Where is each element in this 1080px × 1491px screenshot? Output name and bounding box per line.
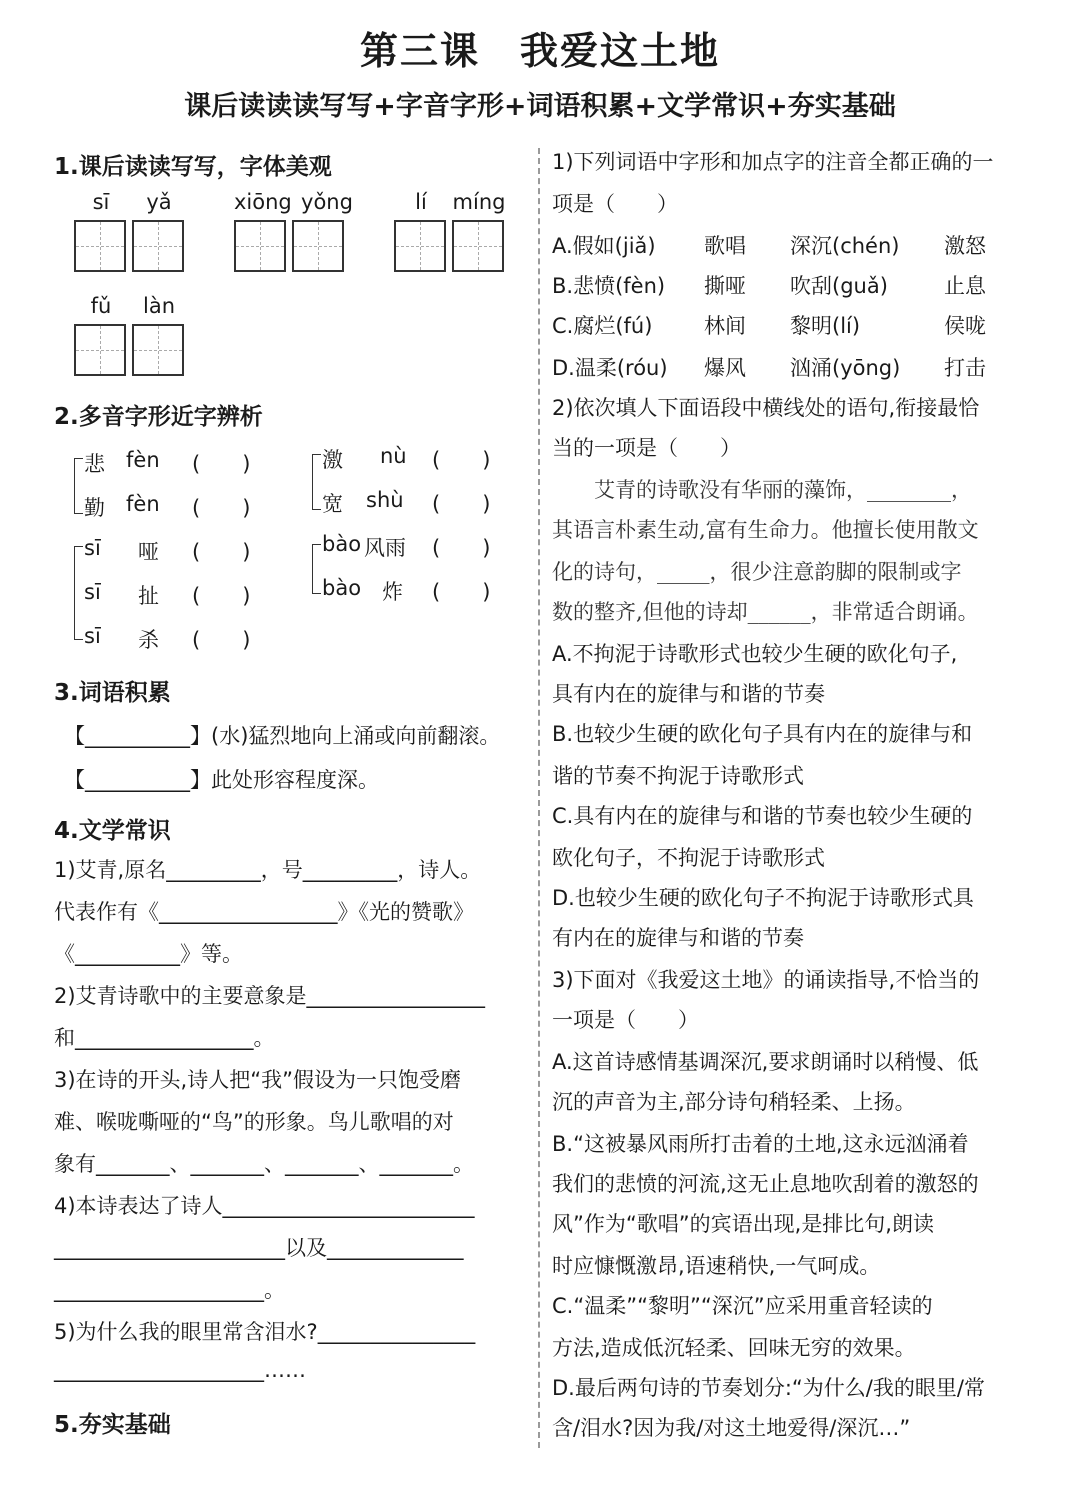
q3-option-d-cont: 含/泪水?因为我/对这土地爱得/深沉…” [552, 1416, 911, 1440]
answer-paren[interactable]: ( ) [432, 536, 491, 560]
pinyin-shu: shù [366, 488, 404, 512]
answer-paren[interactable]: ( ) [192, 628, 251, 652]
pinyin-ming: míng [452, 190, 506, 214]
literature-line[interactable]: ____________________…… [54, 1358, 306, 1382]
q1-option-c[interactable]: C.腐烂(fú) [552, 314, 653, 338]
writing-grid-yong[interactable] [292, 220, 344, 272]
section4-heading: 4.文学常识 [54, 818, 171, 844]
q1-option-a-word: 深沉(chén) [790, 234, 900, 258]
q1-option-b[interactable]: B.悲愤(fèn) [552, 274, 666, 298]
q3-option-c-cont: 方法,造成低沉轻柔、回味无穷的效果。 [552, 1336, 916, 1360]
q3-option-a[interactable]: A.这首诗感情基调深沉,要求朗诵时以稍慢、低 [552, 1050, 979, 1074]
q3-stem: 3)下面对《我爱这土地》的诵读指导,不恰当的 [552, 968, 980, 992]
answer-paren[interactable]: ( ) [432, 448, 491, 472]
q2-option-d[interactable]: D.也较少生硬的欧化句子不拘泥于诗歌形式具 [552, 886, 974, 910]
section3-heading: 3.词语积累 [54, 680, 171, 706]
char-zha: 炸 [382, 580, 403, 604]
q2-passage-line: 数的整齐,但他的诗却______，非常适合朗诵。 [552, 600, 979, 624]
q3-option-c[interactable]: C.“温柔”“黎明”“深沉”应采用重音轻读的 [552, 1294, 933, 1318]
q3-stem[interactable]: 一项是（ ） [552, 1008, 699, 1032]
q3-option-b-cont: 时应慷慨激昂,语速稍快,一气呵成。 [552, 1254, 881, 1278]
q2-option-c[interactable]: C.具有内在的旋律与和谐的节奏也较少生硬的 [552, 804, 973, 828]
q1-option-d[interactable]: D.温柔(róu) [552, 356, 668, 380]
literature-line[interactable]: 《__________》等。 [54, 942, 243, 966]
q1-option-b-word: 止息 [944, 274, 986, 298]
q3-option-b[interactable]: B.“这被暴风雨所打击着的土地,这永远汹涌着 [552, 1132, 969, 1156]
group-brace [74, 458, 83, 514]
group-brace [74, 546, 83, 640]
q2-option-a[interactable]: A.不拘泥于诗歌形式也较少生硬的欧化句子, [552, 642, 958, 666]
section1-heading: 1.课后读读写写，字体美观 [54, 154, 332, 180]
q1-option-b-word: 吹刮(guǎ) [790, 274, 888, 298]
column-divider [538, 148, 540, 1448]
q2-option-b[interactable]: B.也较少生硬的欧化句子具有内在的旋律与和 [552, 722, 973, 746]
answer-paren[interactable]: ( ) [192, 496, 251, 520]
answer-paren[interactable]: ( ) [432, 492, 491, 516]
answer-paren[interactable]: ( ) [192, 540, 251, 564]
writing-grid-si[interactable] [74, 220, 126, 272]
char-ji: 激 [322, 448, 343, 472]
q1-option-d-word: 打击 [944, 356, 986, 380]
literature-line[interactable]: 5)为什么我的眼里常含泪水?_______________ [54, 1320, 476, 1344]
q1-stem: 1)下列词语中字形和加点字的注音全都正确的一 [552, 150, 994, 174]
pinyin-si: sī [84, 624, 101, 648]
vocab-item[interactable]: 【__________】(水)猛烈地向上涌或向前翻滚。 [64, 724, 501, 748]
pinyin-si: sī [92, 190, 110, 214]
group-brace [312, 454, 321, 510]
pinyin-lan: làn [142, 294, 175, 318]
literature-line[interactable]: ______________________以及_____________ [54, 1236, 464, 1260]
char-bei: 悲 [84, 452, 105, 476]
char-ya: 哑 [138, 540, 159, 564]
pinyin-fen: fèn [126, 448, 160, 472]
q1-option-b-word: 撕哑 [704, 274, 746, 298]
pinyin-bao: bào [322, 532, 362, 556]
q1-option-c-word: 侯咙 [944, 314, 986, 338]
literature-line[interactable]: ____________________。 [54, 1278, 285, 1302]
writing-grid-xiong[interactable] [234, 220, 286, 272]
answer-paren[interactable]: ( ) [432, 580, 491, 604]
pinyin-fu: fǔ [90, 294, 112, 318]
pinyin-fen: fèn [126, 492, 160, 516]
literature-line: 难、喉咙嘶哑的“鸟”的形象。鸟儿歌唱的对 [54, 1110, 454, 1134]
q2-option-d-cont: 有内在的旋律与和谐的节奏 [552, 926, 804, 950]
pinyin-bao: bào [322, 576, 362, 600]
q1-option-a-word: 歌唱 [704, 234, 746, 258]
q2-stem[interactable]: 当的一项是（ ） [552, 436, 741, 460]
literature-line[interactable]: 和_________________。 [54, 1026, 275, 1050]
literature-line[interactable]: 代表作有《_________________》《光的赞歌》 [54, 900, 474, 924]
q3-option-d[interactable]: D.最后两句诗的节奏划分:“为什么/我的眼里/常 [552, 1376, 985, 1400]
literature-line: 3)在诗的开头,诗人把“我”假设为一只饱受磨 [54, 1068, 461, 1092]
q2-passage-line: 化的诗句，_____，很少注意韵脚的限制或字 [552, 560, 962, 584]
group-brace [312, 544, 321, 594]
literature-line[interactable]: 象有_______、_______、_______、_______。 [54, 1152, 474, 1176]
char-sha: 杀 [138, 628, 159, 652]
answer-paren[interactable]: ( ) [192, 584, 251, 608]
q1-option-c-word: 林间 [704, 314, 746, 338]
writing-grid-ya[interactable] [132, 220, 184, 272]
page-title: 第三课 我爱这土地 [359, 29, 720, 73]
q1-option-a-word: 激怒 [944, 234, 986, 258]
answer-paren[interactable]: ( ) [192, 452, 251, 476]
section2-heading: 2.多音字形近字辨析 [54, 404, 263, 430]
vocab-item[interactable]: 【__________】此处形容程度深。 [64, 768, 379, 792]
char-che: 扯 [138, 584, 159, 608]
pinyin-xiong: xiōng [234, 190, 292, 214]
writing-grid-ming[interactable] [452, 220, 504, 272]
q1-stem[interactable]: 项是（ ） [552, 192, 678, 216]
char-kuan: 宽 [322, 492, 343, 516]
q1-option-d-word: 爆风 [704, 356, 746, 380]
char-qin: 勤 [84, 496, 105, 520]
pinyin-ya: yǎ [146, 190, 172, 214]
pinyin-si: sī [84, 536, 101, 560]
q2-passage-line: 艾青的诗歌没有华丽的藻饰，________， [552, 478, 972, 502]
page-subtitle: 课后读读读写写+字音字形+词语积累+文学常识+夯实基础 [184, 91, 896, 122]
literature-line[interactable]: 2)艾青诗歌中的主要意象是_________________ [54, 984, 486, 1008]
q2-passage-line: 其语言朴素生动,富有生命力。他擅长使用散文 [552, 518, 979, 542]
section5-heading: 5.夯实基础 [54, 1412, 171, 1438]
q3-option-b-cont: 风”作为“歌唱”的宾语出现,是排比句,朗读 [552, 1212, 934, 1236]
q2-stem: 2)依次填人下面语段中横线处的语句,衔接最恰 [552, 396, 980, 420]
literature-line[interactable]: 4)本诗表达了诗人________________________ [54, 1194, 475, 1218]
q2-option-a-cont: 具有内在的旋律与和谐的节奏 [552, 682, 825, 706]
pinyin-si: sī [84, 580, 101, 604]
char-fengyu: 风雨 [364, 536, 406, 560]
q2-option-b-cont: 谐的节奏不拘泥于诗歌形式 [552, 764, 804, 788]
literature-line[interactable]: 1)艾青,原名_________，号_________，诗人。 [54, 858, 482, 882]
pinyin-li: lí [415, 190, 427, 214]
q3-option-b-cont: 我们的悲愤的河流,这无止息地吹刮着的激怒的 [552, 1172, 979, 1196]
q3-option-a-cont: 沉的声音为主,部分诗句稍轻柔、上扬。 [552, 1090, 916, 1114]
writing-grid-fu[interactable] [74, 324, 126, 376]
q1-option-c-word: 黎明(lí) [790, 314, 861, 338]
q2-option-c-cont: 欧化句子，不拘泥于诗歌形式 [552, 846, 825, 870]
pinyin-nu: nù [380, 444, 407, 468]
pinyin-yong: yǒng [301, 190, 353, 214]
q1-option-a[interactable]: A.假如(jiǎ) [552, 234, 656, 258]
writing-grid-li[interactable] [394, 220, 446, 272]
writing-grid-lan[interactable] [132, 324, 184, 376]
q1-option-d-word: 汹涌(yōng) [790, 356, 901, 380]
